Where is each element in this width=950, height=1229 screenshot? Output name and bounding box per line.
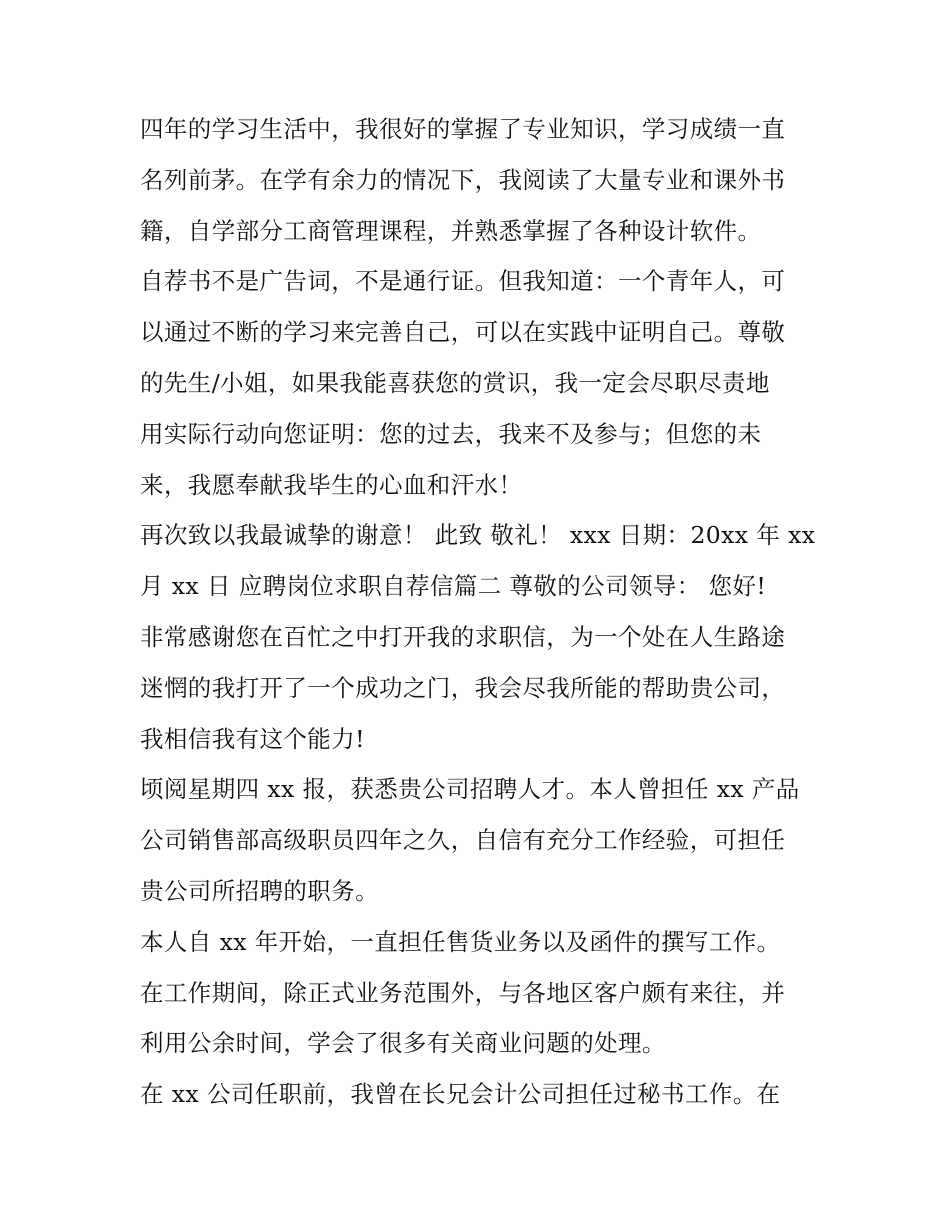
text-line: 在工作期间，除正式业务范围外，与各地区客户颇有来往，并	[140, 978, 786, 1007]
text-line: 用实际行动向您证明：您的过去，我来不及参与；但您的未	[140, 419, 762, 448]
text-line: 顷阅星期四 xx 报，获悉贵公司招聘人才。本人曾担任 xx 产品	[140, 775, 800, 804]
text-line: 以通过不断的学习来完善自己，可以在实践中证明自己。尊敬	[140, 318, 786, 347]
text-line: 名列前茅。在学有余力的情况下，我阅读了大量专业和课外书	[140, 165, 786, 194]
text-line: 四年的学习生活中，我很好的掌握了专业知识，学习成绩一直	[140, 115, 786, 143]
text-line: 本人自 xx 年开始，一直担任售货业务以及函件的撰写工作。	[140, 927, 781, 956]
text-line: 再次致以我最诚挚的谢意！ 此致 敬礼！ xxx 日期：20xx 年 xx	[140, 521, 816, 550]
text-line: 公司销售部高级职员四年之久，自信有充分工作经验，可担任	[140, 826, 786, 855]
text-line: 在 xx 公司任职前，我曾在长兄会计公司担任过秘书工作。在	[140, 1080, 781, 1109]
text-line: 利用公余时间，学会了很多有关商业问题的处理。	[140, 1029, 666, 1058]
text-line: 我相信我有这个能力!	[140, 724, 365, 753]
text-line: 贵公司所招聘的职务。	[140, 876, 379, 905]
text-line: 的先生/小姐，如果我能喜获您的赏识，我一定会尽职尽责地	[140, 368, 770, 397]
text-line: 非常感谢您在百忙之中打开我的求职信，为一个处在人生路途	[140, 622, 786, 651]
text-line: 自荐书不是广告词，不是通行证。但我知道：一个青年人，可	[140, 267, 786, 296]
text-line: 来，我愿奉献我毕生的心血和汗水！	[140, 470, 523, 499]
text-line: 籍，自学部分工商管理课程，并熟悉掌握了各种设计软件。	[140, 216, 762, 245]
text-line: 迷惘的我打开了一个成功之门，我会尽我所能的帮助贵公司，	[140, 673, 786, 702]
text-line: 月 xx 日 应聘岗位求职自荐信篇二 尊敬的公司领导： 您好!	[140, 572, 767, 601]
document-body	[140, 104, 820, 1120]
